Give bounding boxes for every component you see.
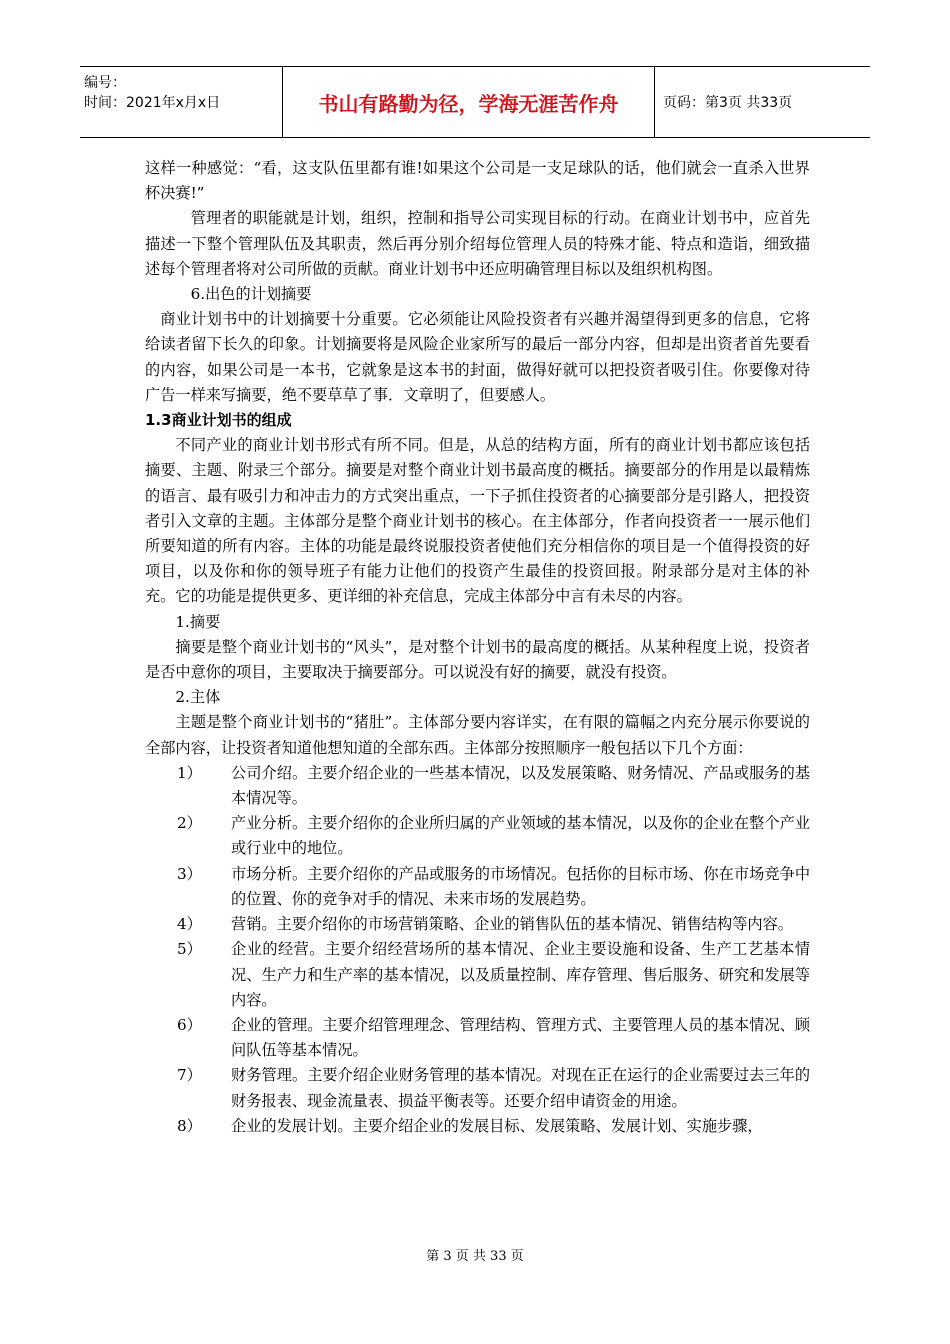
paragraph: 主题是整个商业计划书的“猪肚”。主体部分要内容详实，在有限的篇幅之内充分展示你要说的全部内容，让投资者知道他想知道的全部东西。主体部分按照顺序一般包括以下几个方面： <box>145 713 810 757</box>
list-item <box>145 862 810 912</box>
header-motto: 书山有路勤为径，学海无涯苦作舟 <box>283 67 655 137</box>
list-text: 公司介绍。主要介绍企业的一些基本情况，以及发展策略、财务情况、产品或服务的基本情况等。 <box>231 763 810 808</box>
document-body <box>145 156 810 1139</box>
list-item <box>145 811 810 861</box>
page-footer: 第 3 页 共 33 页 <box>426 1249 524 1264</box>
list-text: 企业的经营。主要介绍经营场所的基本情况、企业主要设施和设备、生产工艺基本情况、生产力和生产率的基本情况，以及质量控制、库存管理、售后服务、研究和发展等内容。 <box>231 940 810 1009</box>
subheading: 2.主体 <box>175 688 221 707</box>
list-item <box>145 761 810 811</box>
subheading: 1.摘要 <box>175 612 221 631</box>
section-heading: 1.3商业计划书的组成 <box>145 411 292 430</box>
list-text: 营销。主要介绍你的市场营销策略、企业的销售队伍的基本情况、销售结构等内容。 <box>231 915 793 934</box>
paragraph: 这样一种感觉：“看，这支队伍里都有谁!如果这个公司是一支足球队的话，他们就会一直杀入世界杯决赛!” <box>145 159 810 203</box>
list-text: 财务管理。主要介绍企业财务管理的基本情况。对现在正在运行的企业需要过去三年的财务报表、现金流量表、损益平衡表等。还要介绍申请资金的用途。 <box>231 1066 810 1110</box>
paragraph: 管理者的职能就是计划，组织，控制和指导公司实现目标的行动。在商业计划书中，应首先描述一下整个管理队伍及其职责，然后再分别介绍每位管理人员的特殊才能、特点和造诣，细致描述每个管理者将对公司所做的贡献。商业计划书中还应明确管理目标以及组织机构图。 <box>145 209 810 278</box>
list-item <box>145 1114 810 1139</box>
list-number: 5） <box>177 940 202 959</box>
header-page-number: 页码：第3页 共33页 <box>663 95 793 111</box>
paragraph: 摘要是整个商业计划书的“风头”，是对整个计划书的最高度的概括。从某种程度上说，投资者是否中意你的项目，主要取决于摘要部分。可以说没有好的摘要，就没有投资。 <box>145 637 810 682</box>
list-item <box>145 912 810 937</box>
list-item <box>145 1013 810 1063</box>
subheading: 6.出色的计划摘要 <box>190 285 312 304</box>
list-number: 8） <box>177 1116 202 1135</box>
list-number: 2） <box>177 814 202 833</box>
list-text: 企业的管理。主要介绍管理理念、管理结构、管理方式、主要管理人员的基本情况、顾问队伍等基本情况。 <box>231 1015 810 1060</box>
list-number: 4） <box>177 915 202 934</box>
list-text: 产业分析。主要介绍你的企业所归属的产业领域的基本情况，以及你的企业在整个产业或行业中的地位。 <box>231 814 810 858</box>
paragraph: 不同产业的商业计划书形式有所不同。但是，从总的结构方面，所有的商业计划书都应该包括摘要、主题、附录三个部分。摘要是对整个商业计划书最高度的概括。摘要部分的作用是以最精炼的语言、最有吸引力和冲击力的方式突出重点，一下子抓住投资者的心摘要部分是引路人，把投资者引入文章的主题。主体部分是整个商业计划书的核心。在主体部分，作者向投资者一一展示他们所要知道的所有内容。主体的功能是最终说服投资者使他们充分相信你的项目是一个值得投资的好项目，以及你和你的领导班子有能力让他们的投资产生最佳的投资回报。附录部分是对主体的补充。它的功能是提供更多、更详细的补充信息，完成主体部分中言有未尽的内容。 <box>145 436 810 606</box>
header-meta <box>80 67 283 137</box>
document-header <box>80 66 870 138</box>
list-text: 企业的发展计划。主要介绍企业的发展目标、发展策略、发展计划、实施步骤， <box>231 1116 763 1135</box>
date-label: 时间：2021年x月x日 <box>84 95 221 111</box>
list-text: 市场分析。主要介绍你的产品或服务的市场情况。包括你的目标市场、你在市场竞争中的位置、你的竞争对手的情况、未来市场的发展趋势。 <box>231 864 810 908</box>
list-number: 1） <box>177 763 202 782</box>
list-number: 3） <box>177 864 202 883</box>
number-label: 编号： <box>84 75 126 91</box>
paragraph: 商业计划书中的计划摘要十分重要。它必须能让风险投资者有兴趣并渴望得到更多的信息，它将给读者留下长久的印象。计划摘要将是风险企业家所写的最后一部分内容，但却是出资者首先要看的内容，如果公司是一本书，它就象是这本书的封面，做得好就可以把投资者吸引住。你要像对待广告一样来写摘要，绝不要草草了事．文章明了，但要感人。 <box>145 310 810 404</box>
list-item <box>145 937 810 1013</box>
list-item <box>145 1063 810 1113</box>
list-number: 6） <box>177 1015 202 1034</box>
list-number: 7） <box>177 1066 202 1085</box>
